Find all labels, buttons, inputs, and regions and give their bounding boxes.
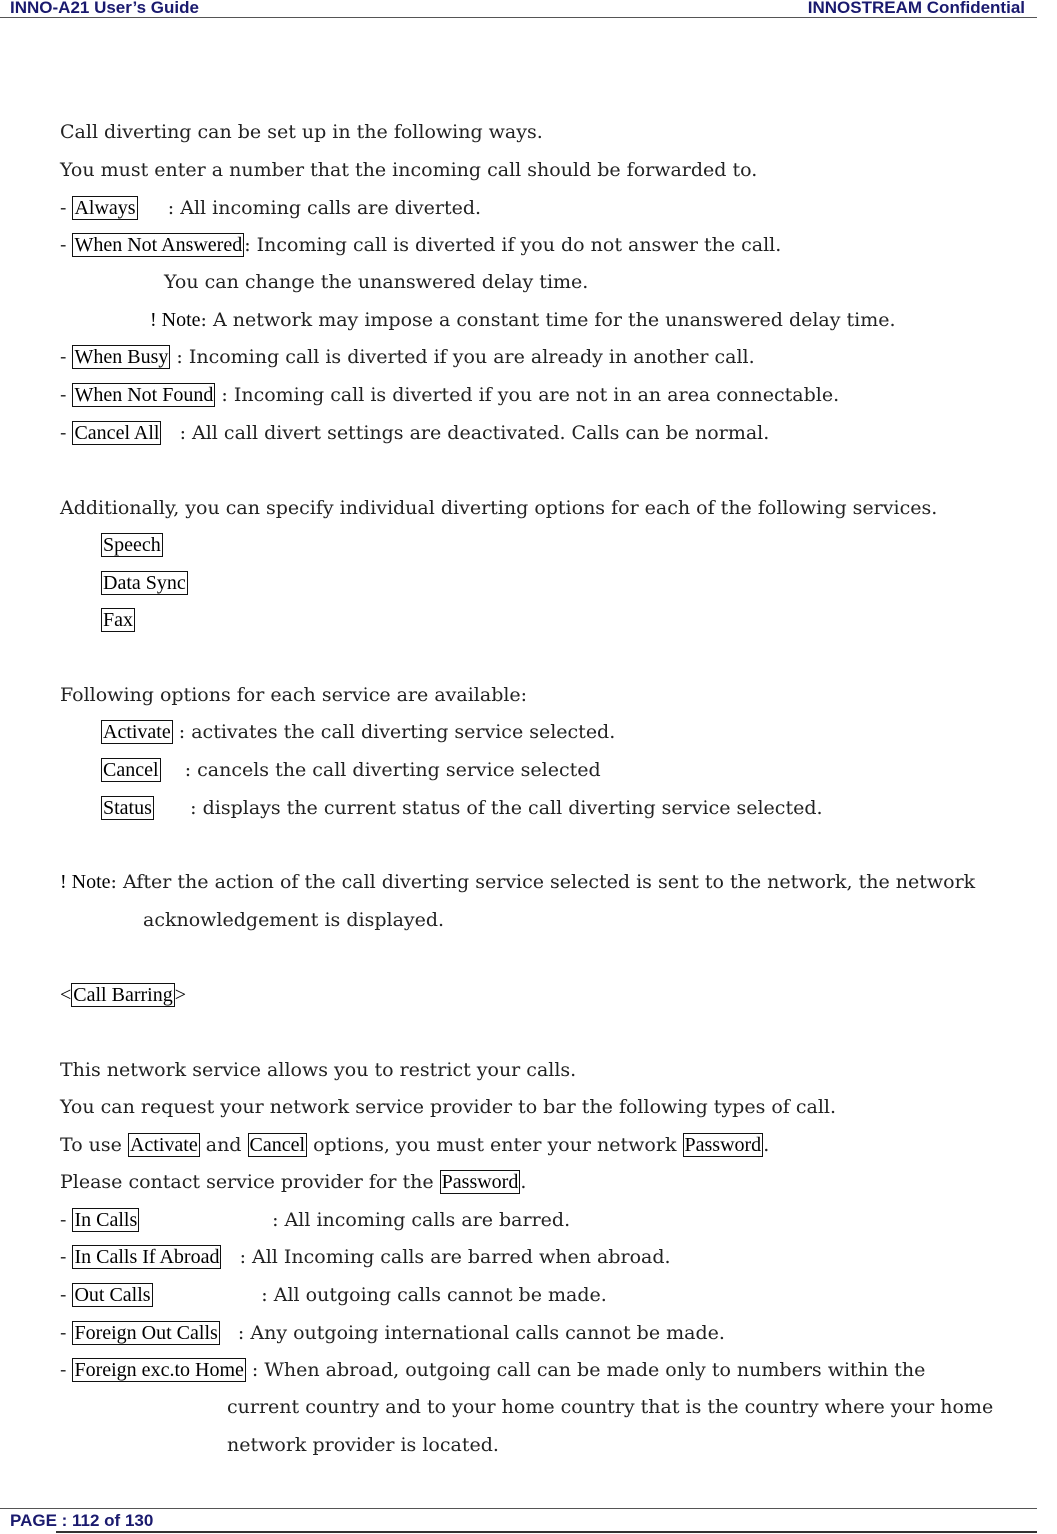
foreign-home-cont-1: current country and to your home country that is the country where your home [227,1396,994,1418]
key-always: Always [74,197,136,219]
key-out-calls: Out Calls [74,1284,151,1306]
option-activate [101,720,615,744]
dash: - [60,197,73,219]
page-number: PAGE : 112 of 130 [10,1511,154,1530]
dash: - [60,234,73,256]
option-desc: : activates the call diverting service selected. [172,721,616,743]
text: and [199,1134,248,1156]
service-speech [101,533,163,557]
dash: - [60,1359,73,1381]
barring-desc: : Any outgoing international calls cannot be made. [219,1322,725,1344]
barring-item-in-calls-abroad [60,1245,671,1269]
key-status: Status [103,797,152,819]
bracket-open: < [60,984,72,1006]
dash: - [60,1322,73,1344]
header-confidential: INNOSTREAM Confidential [807,0,1025,17]
service-fax [101,608,135,632]
divert-desc: : Incoming call is diverted if you do not answer the call. [244,234,782,256]
dash: - [60,1284,73,1306]
divert-desc: : Incoming call is diverted if you are not in an area connectable. [215,384,840,406]
key-when-not-answered: When Not Answered [74,234,243,256]
divert-item-always [60,196,481,220]
barring-p4 [60,1170,526,1194]
barring-desc: : All incoming calls are barred. [139,1209,571,1231]
foreign-home-cont-2: network provider is located. [227,1434,499,1456]
note-text: : A network may impose a constant time for the unanswered delay time. [200,309,896,331]
key-cancel-all: Cancel All [74,422,160,444]
diverting-intro-1: Call diverting can be set up in the following ways. [60,121,543,143]
note-text: : After the action of the call diverting service selected is sent to the network, the network [110,871,976,893]
key-data-sync: Data Sync [103,572,186,594]
dash: - [60,1209,73,1231]
key-foreign-out-calls: Foreign Out Calls [74,1322,218,1344]
key-fax: Fax [103,609,133,631]
divert-item-not-answered [60,233,781,257]
option-desc: : displays the current status of the call diverting service selected. [153,797,823,819]
footer-rule [56,1531,1037,1533]
option-cancel [101,758,601,782]
barring-desc: : When abroad, outgoing call can be made only to numbers within the [245,1359,926,1381]
barring-item-foreign-home [60,1358,925,1382]
not-answered-extra: You can change the unanswered delay time. [164,271,589,293]
key-foreign-exc-to-home: Foreign exc.to Home [74,1359,244,1381]
divert-desc: : All call divert settings are deactivated. Calls can be normal. [161,422,770,444]
call-barring-heading [60,983,186,1007]
text: . [520,1171,527,1193]
diverting-intro-2: You must enter a number that the incoming call should be forwarded to. [60,159,758,181]
key-when-not-found: When Not Found [74,384,214,406]
barring-p3 [60,1133,769,1157]
text: options, you must enter your network [307,1134,683,1156]
divert-item-not-found [60,383,839,407]
diverting-note [60,870,975,894]
key-when-busy: When Busy [74,346,169,368]
divert-item-cancel-all [60,421,769,445]
key-password: Password [441,1171,519,1193]
barring-desc: : All Incoming calls are barred when abroad. [221,1246,671,1268]
dash: - [60,422,73,444]
key-password: Password [684,1134,762,1156]
barring-p2: You can request your network service provider to bar the following types of call. [60,1096,837,1118]
key-in-calls-if-abroad: In Calls If Abroad [74,1246,220,1268]
note-label: ! Note [60,871,111,893]
diverting-note-cont: acknowledgement is displayed. [143,909,445,931]
text: . [763,1134,770,1156]
option-status [101,796,823,820]
service-data-sync [101,571,188,595]
page-header [0,0,1037,18]
dash: - [60,346,73,368]
key-activate: Activate [103,721,171,743]
key-call-barring: Call Barring [73,984,173,1006]
key-cancel: Cancel [249,1134,306,1156]
key-in-calls: In Calls [74,1209,138,1231]
barring-p1: This network service allows you to restrict your calls. [60,1059,577,1081]
bracket-close: > [174,984,186,1006]
barring-desc: : All outgoing calls cannot be made. [152,1284,607,1306]
key-cancel: Cancel [103,759,159,781]
services-intro: Additionally, you can specify individual diverting options for each of the following services. [60,497,938,519]
text: To use [60,1134,128,1156]
key-activate: Activate [129,1134,198,1156]
key-speech: Speech [103,534,161,556]
options-intro: Following options for each service are available: [60,684,528,706]
option-desc: : cancels the call diverting service selected [160,759,601,781]
header-doc-title: INNO-A21 User’s Guide [10,0,199,17]
barring-item-out-calls [60,1283,607,1307]
dash: - [60,384,73,406]
divert-desc: : All incoming calls are diverted. [137,197,482,219]
dash: - [60,1246,73,1268]
note-label: ! Note [150,309,201,331]
not-answered-note [150,308,896,332]
barring-item-foreign-out [60,1321,725,1345]
page-footer [0,1508,1037,1533]
divert-desc: : Incoming call is diverted if you are already in another call. [170,346,755,368]
divert-item-busy [60,345,755,369]
barring-item-in-calls [60,1208,570,1232]
text: Please contact service provider for the [60,1171,440,1193]
